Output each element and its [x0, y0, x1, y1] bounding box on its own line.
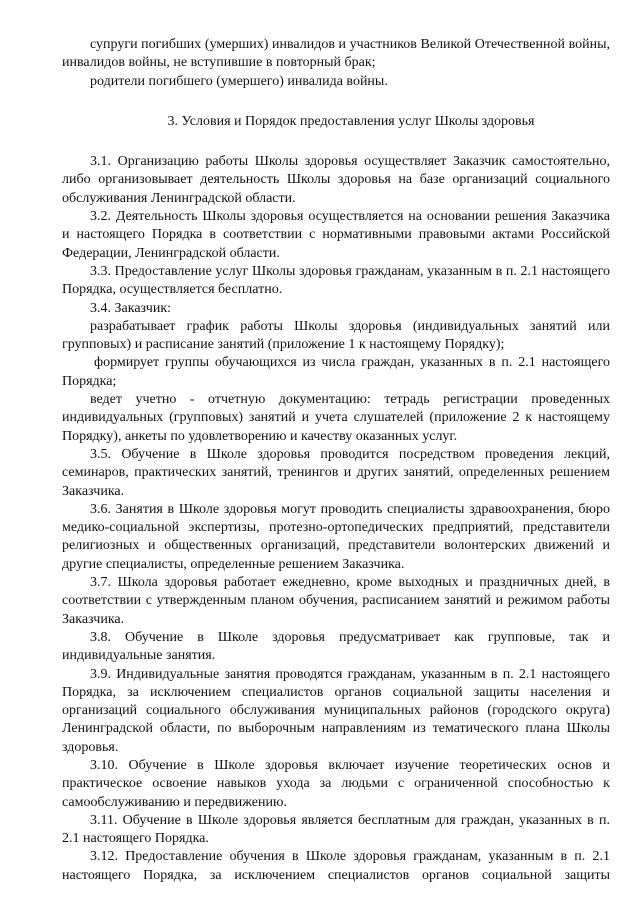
paragraph-3-4: 3.4. Заказчик:: [90, 300, 172, 316]
paragraph-3-7: 3.7. Школа здоровья работает ежедневно, кроме выходных и праздничных дней, в соответствии с утвержденным планом обучения, расписанием занятий и режимом работы Заказчика.: [62, 575, 610, 627]
paragraph-3-4-item-1: разрабатывает график работы Школы здоровья (индивидуальных занятий или групповых) и расписание занятий (приложение 1 к настоящему Порядку);: [62, 318, 610, 353]
paragraph-3-3: 3.3. Предоставление услуг Школы здоровья гражданам, указанным в п. 2.1 настоящего Порядка, осуществляется бесплатно.: [62, 263, 610, 298]
paragraph-3-4-item-3: ведет учетно - отчетную документацию: тетрадь регистрации проведенных индивидуальных (групповых) занятий и учета слушателей (приложение 2 к настоящему Порядку), анкеты по удовлетворению и качеству оказанных услуг.: [62, 392, 610, 444]
section-heading: 3. Условия и Порядок предоставления услуг Школы здоровья: [167, 113, 535, 129]
intro-paragraph-2: родители погибшего (умершего) инвалида войны.: [90, 73, 388, 89]
paragraph-3-5: 3.5. Обучение в Школе здоровья проводится посредством проведения лекций, семинаров, практических занятий, тренингов и других занятий, определенных решением Заказчика.: [62, 446, 610, 499]
paragraph-3-6: 3.6. Занятия в Школе здоровья могут проводить специалисты здравоохранения, бюро медико-социальной экспертизы, протезно-ортопедических предприятий, представители религиозных и общественных организаций, представители волонтерских движений и другие специалисты, определенные решением Заказчика.: [62, 501, 610, 572]
intro-paragraph-1: супруги погибших (умерших) инвалидов и участников Великой Отечественной войны, инвалидов войны, не вступившие в повторный брак;: [62, 37, 610, 71]
paragraph-3-9: 3.9. Индивидуальные занятия проводятся гражданам, указанным в п. 2.1 настоящего Порядка, за исключением специалистов органов социальной защиты населения и организаций социального обслуживания муниципальных районов (городского округа) Ленинградской области, по выборочным направлениям из тематического плана Школы здоровья.: [62, 666, 610, 755]
paragraph-3-12: 3.12. Предоставление обучения в Школе здоровья гражданам, указанным в п. 2.1 настоящего Порядка, за исключением специалистов органов социальной защиты: [62, 849, 610, 883]
paragraph-3-10: 3.10. Обучение в Школе здоровья включает изучение теоретических основ и практическое освоение навыков ухода за людьми с ограниченной способностью к самообслуживанию и передвижению.: [62, 757, 610, 810]
paragraph-3-11: 3.11. Обучение в Школе здоровья является бесплатным для граждан, указанных в п. 2.1 настоящего Порядка.: [62, 812, 610, 847]
paragraph-3-8: 3.8. Обучение в Школе здоровья предусматривает как групповые, так и индивидуальные занятия.: [62, 629, 610, 664]
paragraph-3-2: 3.2. Деятельность Школы здоровья осуществляется на основании решения Заказчика и настоящего Порядка в соответствии с нормативными правовыми актами Российской Федерации, Ленинградской области.: [62, 209, 610, 261]
document-page: [62, 36, 610, 885]
paragraph-3-4-item-2: формирует группы обучающихся из числа граждан, указанных в п. 2.1 настоящего Порядка;: [62, 355, 610, 389]
paragraph-3-1: 3.1. Организацию работы Школы здоровья осуществляет Заказчик самостоятельно, либо организовывает деятельность Школы здоровья на базе организаций социального обслуживания Ленинградской области.: [62, 154, 610, 206]
